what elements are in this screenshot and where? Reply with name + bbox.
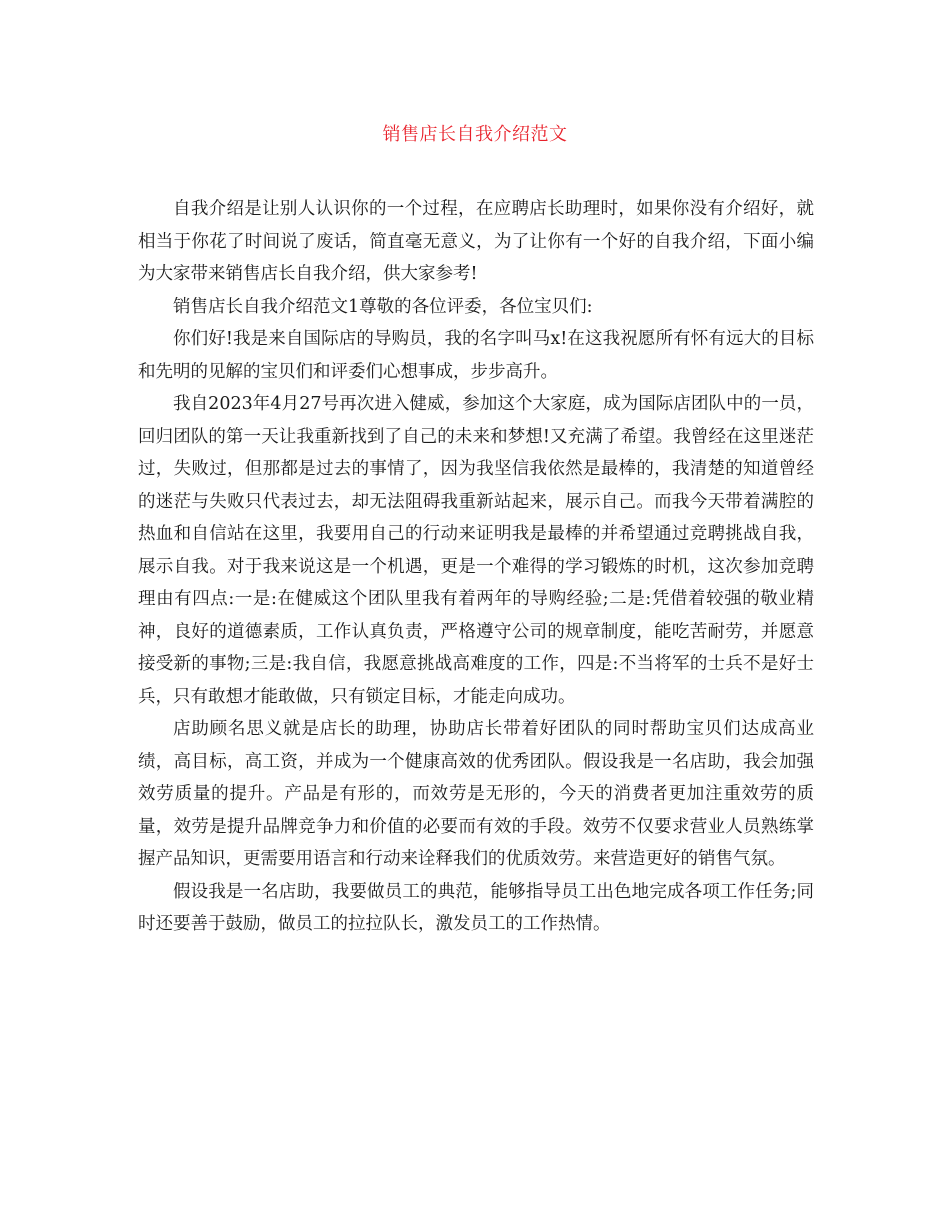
paragraph-greeting: 销售店长自我介绍范文1尊敬的各位评委，各位宝贝们:: [173, 296, 593, 317]
paragraph-intro: 自我介绍是让别人认识你的一个过程，在应聘店长助理时，如果你没有介绍好，就相当于你花了时间说了废话，简直毫无意义，为了让你有一个好的自我介绍，下面小编为大家带来销售店长自我介绍，供大家参考!: [138, 199, 814, 284]
paragraph-hello: 你们好!我是来自国际店的导购员，我的名字叫马x!在这我祝愿所有怀有远大的目标和先明的见解的宝贝们和评委们心想事成，步步高升。: [138, 329, 814, 382]
paragraph-role: 店助顾名思义就是店长的助理，协助店长带着好团队的同时帮助宝贝们达成高业绩，高目标，高工资，并成为一个健康高效的优秀团队。假设我是一名店助，我会加强效劳质量的提升。产品是有形的，而效劳是无形的，今天的消费者更加注重效劳的质量，效劳是提升品牌竞争力和价值的必要而有效的手段。效劳不仅要求营业人员熟练掌握产品知识，更需要用语言和行动来诠释我们的优质效劳。来营造更好的销售气氛。: [138, 719, 814, 869]
paragraph-background: 我自2023年4月27号再次进入健威，参加这个大家庭，成为国际店团队中的一员，回归团队的第一天让我重新找到了自己的未来和梦想!又充满了希望。我曾经在这里迷茫过，失败过，但那都是过去的事情了，因为我坚信我依然是最棒的，我清楚的知道曾经的迷茫与失败只代表过去，却无法阻碍我重新站起来，展示自己。而我今天带着满腔的热血和自信站在这里，我要用自己的行动来证明我是最棒的并希望通过竞聘挑战自我，展示自我。对于我来说这是一个机遇，更是一个难得的学习锻炼的时机，这次参加竞聘理由有四点:一是:在健威这个团队里我有着两年的导购经验;二是:凭借着较强的敬业精神，良好的道德素质，工作认真负责，严格遵守公司的规章制度，能吃苦耐劳，并愿意接受新的事物;三是:我自信，我愿意挑战高难度的工作，四是:不当将军的士兵不是好士兵，只有敢想才能敢做，只有锁定目标，才能走向成功。: [138, 394, 814, 707]
document-title: 销售店长自我介绍范文: [382, 124, 568, 145]
document-body: [138, 193, 814, 941]
paragraph-example: 假设我是一名店助，我要做员工的典范，能够指导员工出色地完成各项工作任务;同时还要善于鼓励，做员工的拉拉队长，激发员工的工作热情。: [138, 881, 814, 934]
